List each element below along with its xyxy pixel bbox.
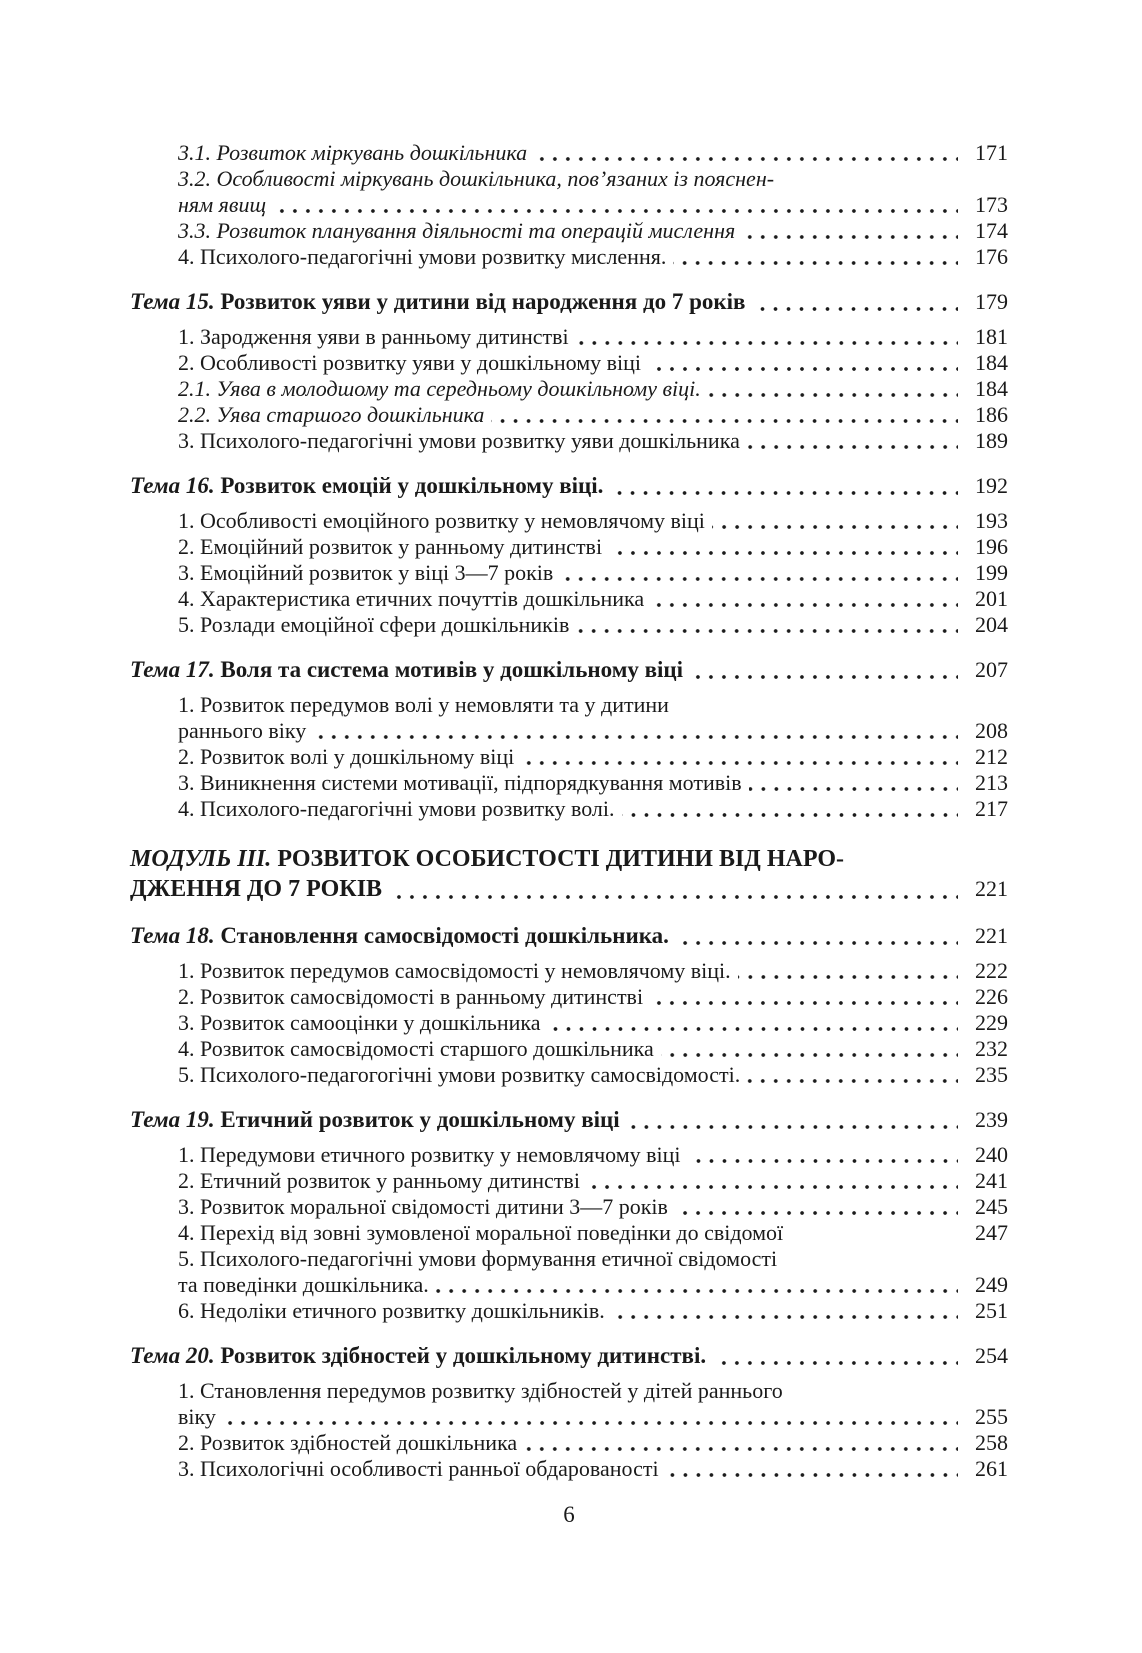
toc-entry xyxy=(130,1168,1008,1194)
toc-entry xyxy=(130,612,1008,638)
toc-line xyxy=(130,534,1008,560)
dot-leader xyxy=(436,1272,958,1298)
dot-leader xyxy=(790,1378,1004,1404)
page-number: 208 xyxy=(975,718,1008,743)
page-number: 241 xyxy=(975,1168,1008,1193)
dot-leader xyxy=(784,1246,1004,1272)
toc-entry xyxy=(130,844,1008,904)
dot-leader xyxy=(651,586,958,612)
toc-text: Тема 19. Етичний розвиток у дошкільному віці xyxy=(130,1107,620,1132)
dot-leader xyxy=(521,744,958,770)
dot-leader xyxy=(661,1036,958,1062)
toc-text: раннього віку xyxy=(178,718,307,743)
dot-leader xyxy=(576,612,958,638)
toc-line xyxy=(130,428,1008,454)
toc-entry xyxy=(130,288,1008,316)
page-number: 221 xyxy=(975,876,1008,901)
toc-text: Тема 17. Воля та система мотивів у дошкільному віці xyxy=(130,657,684,682)
page-number: 254 xyxy=(975,1343,1008,1368)
toc-entry xyxy=(130,472,1008,500)
page-number: 222 xyxy=(975,958,1008,983)
toc-text: 1. Становлення передумов розвитку здібностей у дітей раннього xyxy=(178,1378,783,1403)
toc-line xyxy=(130,244,1008,270)
page-number: 201 xyxy=(975,586,1008,611)
page-number: 249 xyxy=(975,1272,1008,1297)
toc-entry xyxy=(130,692,1008,744)
dot-leader xyxy=(851,844,1004,874)
dot-leader xyxy=(781,166,1004,192)
toc-text: Тема 20. Розвиток здібностей у дошкільному дитинстві. xyxy=(130,1343,707,1368)
dot-leader xyxy=(673,244,958,270)
toc-entry xyxy=(130,1010,1008,1036)
toc-line xyxy=(130,586,1008,612)
dot-leader xyxy=(708,376,958,402)
page-number: 213 xyxy=(975,770,1008,795)
dot-leader xyxy=(712,508,958,534)
dot-leader xyxy=(790,1220,958,1246)
page-number: 226 xyxy=(975,984,1008,1009)
dot-leader xyxy=(313,718,958,744)
dot-leader xyxy=(534,140,958,166)
dot-leader xyxy=(627,1106,958,1134)
toc-line xyxy=(130,166,1008,192)
toc-line xyxy=(130,874,1008,904)
toc-entry xyxy=(130,376,1008,402)
toc-text: 5. Розлади емоційної сфери дошкільників xyxy=(178,612,570,637)
page-number: 174 xyxy=(975,218,1008,243)
page-number: 184 xyxy=(975,350,1008,375)
dot-leader xyxy=(648,350,958,376)
toc-line xyxy=(130,350,1008,376)
toc-text: 2.1. Уява в молодшому та середньому дошкільному віці. xyxy=(178,376,701,401)
toc-line xyxy=(130,1142,1008,1168)
toc-entry xyxy=(130,1106,1008,1134)
toc-line xyxy=(130,402,1008,428)
toc-text: 1. Зародження уяви в ранньому дитинстві xyxy=(178,324,569,349)
page-number: 193 xyxy=(975,508,1008,533)
dot-leader xyxy=(676,922,958,950)
toc-line xyxy=(130,958,1008,984)
page-number: 192 xyxy=(975,473,1008,498)
toc-line xyxy=(130,1106,1008,1134)
toc-line xyxy=(130,612,1008,638)
toc-entry xyxy=(130,244,1008,270)
toc-line xyxy=(130,1404,1008,1430)
dot-leader xyxy=(749,770,958,796)
toc-entry xyxy=(130,744,1008,770)
toc-line xyxy=(130,1272,1008,1298)
toc-line xyxy=(130,376,1008,402)
toc-line xyxy=(130,472,1008,500)
toc-text: 5. Психолого-педагогічні умови формування етичної свідомості xyxy=(178,1246,778,1271)
toc-line xyxy=(130,656,1008,684)
dot-leader xyxy=(742,218,958,244)
toc-text: 6. Недоліки етичного розвитку дошкільників. xyxy=(178,1298,605,1323)
toc-line xyxy=(130,770,1008,796)
toc-text: 3. Розвиток самооцінки у дошкільника xyxy=(178,1010,541,1035)
toc-line xyxy=(130,1036,1008,1062)
toc-text: 5. Психолого-педагогогічні умови розвитку самосвідомості. xyxy=(178,1062,741,1087)
dot-leader xyxy=(713,1342,958,1370)
dot-leader xyxy=(609,534,958,560)
toc-text: 4. Психолого-педагогічні умови розвитку мислення. xyxy=(178,244,667,269)
toc-line xyxy=(130,718,1008,744)
toc-entry xyxy=(130,140,1008,166)
toc-line xyxy=(130,1220,1008,1246)
toc-entry xyxy=(130,1062,1008,1088)
toc-text: 4. Характеристика етичних почуттів дошкільника xyxy=(178,586,645,611)
page-number: 240 xyxy=(975,1142,1008,1167)
dot-leader xyxy=(747,1062,958,1088)
page-number: 181 xyxy=(975,324,1008,349)
page-number: 261 xyxy=(975,1456,1008,1481)
dot-leader xyxy=(650,984,958,1010)
dot-leader xyxy=(273,192,958,218)
page-number: 173 xyxy=(975,192,1008,217)
toc-entry xyxy=(130,958,1008,984)
toc-text: 2. Емоційний розвиток у ранньому дитинстві xyxy=(178,534,603,559)
toc-entry xyxy=(130,1456,1008,1482)
toc-text: 1. Розвиток передумов волі у немовляти та у дитини xyxy=(178,692,669,717)
toc-text: 3.2. Особливості міркувань дошкільника, пов’язаних із пояснен- xyxy=(178,166,775,191)
toc-line xyxy=(130,844,1008,874)
page-number: 189 xyxy=(975,428,1008,453)
dot-leader xyxy=(587,1168,958,1194)
toc-line xyxy=(130,1298,1008,1324)
toc-line xyxy=(130,796,1008,822)
toc-line xyxy=(130,1010,1008,1036)
toc-text: Тема 15. Розвиток уяви у дитини від народження до 7 років xyxy=(130,289,746,314)
toc-line xyxy=(130,560,1008,586)
page-number: 232 xyxy=(975,1036,1008,1061)
page-number: 186 xyxy=(975,402,1008,427)
dot-leader xyxy=(223,1404,958,1430)
toc-entry xyxy=(130,1220,1008,1246)
page-number: 235 xyxy=(975,1062,1008,1087)
page-number: 196 xyxy=(975,534,1008,559)
toc-text: 2.2. Уява старшого дошкільника xyxy=(178,402,485,427)
toc-entry xyxy=(130,1194,1008,1220)
toc-line xyxy=(130,1194,1008,1220)
page-number: 199 xyxy=(975,560,1008,585)
toc-entry xyxy=(130,218,1008,244)
toc-entry xyxy=(130,324,1008,350)
toc-line xyxy=(130,1246,1008,1272)
toc-entry xyxy=(130,586,1008,612)
toc-line xyxy=(130,922,1008,950)
dot-leader xyxy=(747,428,958,454)
page-number: 221 xyxy=(975,923,1008,948)
dot-leader xyxy=(491,402,958,428)
page-number: 258 xyxy=(975,1430,1008,1455)
toc-text: 2. Етичний розвиток у ранньому дитинстві xyxy=(178,1168,580,1193)
toc-text: ням явищ xyxy=(178,192,267,217)
dot-leader xyxy=(666,1456,958,1482)
dot-leader xyxy=(676,692,1004,718)
page-number: 245 xyxy=(975,1194,1008,1219)
dot-leader xyxy=(675,1194,958,1220)
toc-entry xyxy=(130,1246,1008,1298)
page-number: 207 xyxy=(975,657,1008,682)
toc-line xyxy=(130,1430,1008,1456)
toc-text: 3. Психолого-педагогічні умови розвитку уяви дошкільника xyxy=(178,428,740,453)
toc-entry xyxy=(130,560,1008,586)
toc-entry xyxy=(130,984,1008,1010)
toc-entry xyxy=(130,428,1008,454)
dot-leader xyxy=(524,1430,958,1456)
toc-text: 3. Психологічні особливості ранньої обдарованості xyxy=(178,1456,659,1481)
toc-entry xyxy=(130,1142,1008,1168)
page-number-footer: 6 xyxy=(563,1502,575,1527)
toc-text: віку xyxy=(178,1404,216,1429)
dot-leader xyxy=(548,1010,958,1036)
toc-entry xyxy=(130,534,1008,560)
toc-line xyxy=(130,692,1008,718)
toc-text: ДЖЕННЯ ДО 7 РОКІВ xyxy=(130,876,383,902)
toc-entry xyxy=(130,1378,1008,1430)
dot-leader xyxy=(560,560,958,586)
toc-text: 2. Розвиток здібностей дошкільника xyxy=(178,1430,518,1455)
toc-text: Тема 16. Розвиток емоцій у дошкільному віці. xyxy=(130,473,604,498)
toc-line xyxy=(130,288,1008,316)
toc-entry xyxy=(130,166,1008,218)
toc-line xyxy=(130,324,1008,350)
toc-text: 4. Розвиток самосвідомості старшого дошкільника xyxy=(178,1036,654,1061)
page-number: 184 xyxy=(975,376,1008,401)
toc-text: 1. Особливості емоційного розвитку у немовлячому віці xyxy=(178,508,705,533)
toc-text: 1. Розвиток передумов самосвідомості у немовлячому віці. xyxy=(178,958,731,983)
toc-line xyxy=(130,1378,1008,1404)
page-number: 179 xyxy=(975,289,1008,314)
toc-entry xyxy=(130,402,1008,428)
toc-text: 2. Розвиток самосвідомості в ранньому дитинстві xyxy=(178,984,644,1009)
dot-leader xyxy=(738,958,958,984)
toc-text: 4. Психолого-педагогічні умови розвитку волі. xyxy=(178,796,615,821)
toc-entry xyxy=(130,656,1008,684)
dot-leader xyxy=(690,656,958,684)
toc-line xyxy=(130,1168,1008,1194)
toc-text: 4. Перехід від зовні зумовленої моральної поведінки до свідомої xyxy=(178,1220,784,1245)
toc-line xyxy=(130,1342,1008,1370)
page-number: 239 xyxy=(975,1107,1008,1132)
toc-entry xyxy=(130,350,1008,376)
toc-line xyxy=(130,1062,1008,1088)
page-number: 171 xyxy=(975,140,1008,165)
toc-text: 3. Емоційний розвиток у віці 3—7 років xyxy=(178,560,554,585)
toc-entry xyxy=(130,796,1008,822)
toc-line xyxy=(130,508,1008,534)
toc-text: 3.3. Розвиток планування діяльності та операцій мислення xyxy=(178,218,736,243)
toc-text: 2. Особливості розвитку уяви у дошкільному віці xyxy=(178,350,642,375)
page-number: 255 xyxy=(975,1404,1008,1429)
toc-line xyxy=(130,192,1008,218)
page-number: 212 xyxy=(975,744,1008,769)
toc-text: Тема 18. Становлення самосвідомості дошкільника. xyxy=(130,923,669,948)
toc-entry xyxy=(130,1430,1008,1456)
page-number: 247 xyxy=(975,1220,1008,1245)
toc-line xyxy=(130,218,1008,244)
dot-leader xyxy=(688,1142,958,1168)
toc-entry xyxy=(130,770,1008,796)
dot-leader xyxy=(622,796,958,822)
toc-line xyxy=(130,744,1008,770)
toc-text: МОДУЛЬ ІІІ. РОЗВИТОК ОСОБИСТОСТІ ДИТИНИ ВІД НАРО- xyxy=(130,846,844,872)
toc-entry xyxy=(130,1298,1008,1324)
toc-line xyxy=(130,1456,1008,1482)
toc-text: 3.1. Розвиток міркувань дошкільника xyxy=(178,140,528,165)
page-number: 217 xyxy=(975,796,1008,821)
dot-leader xyxy=(576,324,958,350)
toc-text: 3. Виникнення системи мотивації, підпорядкування мотивів xyxy=(178,770,742,795)
dot-leader xyxy=(389,874,958,904)
toc-line xyxy=(130,984,1008,1010)
toc-text: та поведінки дошкільника. xyxy=(178,1272,429,1297)
toc-line xyxy=(130,140,1008,166)
toc-entry xyxy=(130,1036,1008,1062)
toc-entry xyxy=(130,922,1008,950)
toc-text: 2. Розвиток волі у дошкільному віці xyxy=(178,744,515,769)
page-number: 229 xyxy=(975,1010,1008,1035)
toc-entry xyxy=(130,1342,1008,1370)
dot-leader xyxy=(610,472,958,500)
page-number: 204 xyxy=(975,612,1008,637)
dot-leader xyxy=(612,1298,958,1324)
dot-leader xyxy=(752,288,958,316)
toc-text: 1. Передумови етичного розвитку у немовлячому віці xyxy=(178,1142,681,1167)
toc-entry xyxy=(130,508,1008,534)
page-number: 176 xyxy=(975,244,1008,269)
toc-text: 3. Розвиток моральної свідомості дитини 3—7 років xyxy=(178,1194,668,1219)
page-number: 251 xyxy=(975,1298,1008,1323)
toc-list xyxy=(130,140,1008,1482)
